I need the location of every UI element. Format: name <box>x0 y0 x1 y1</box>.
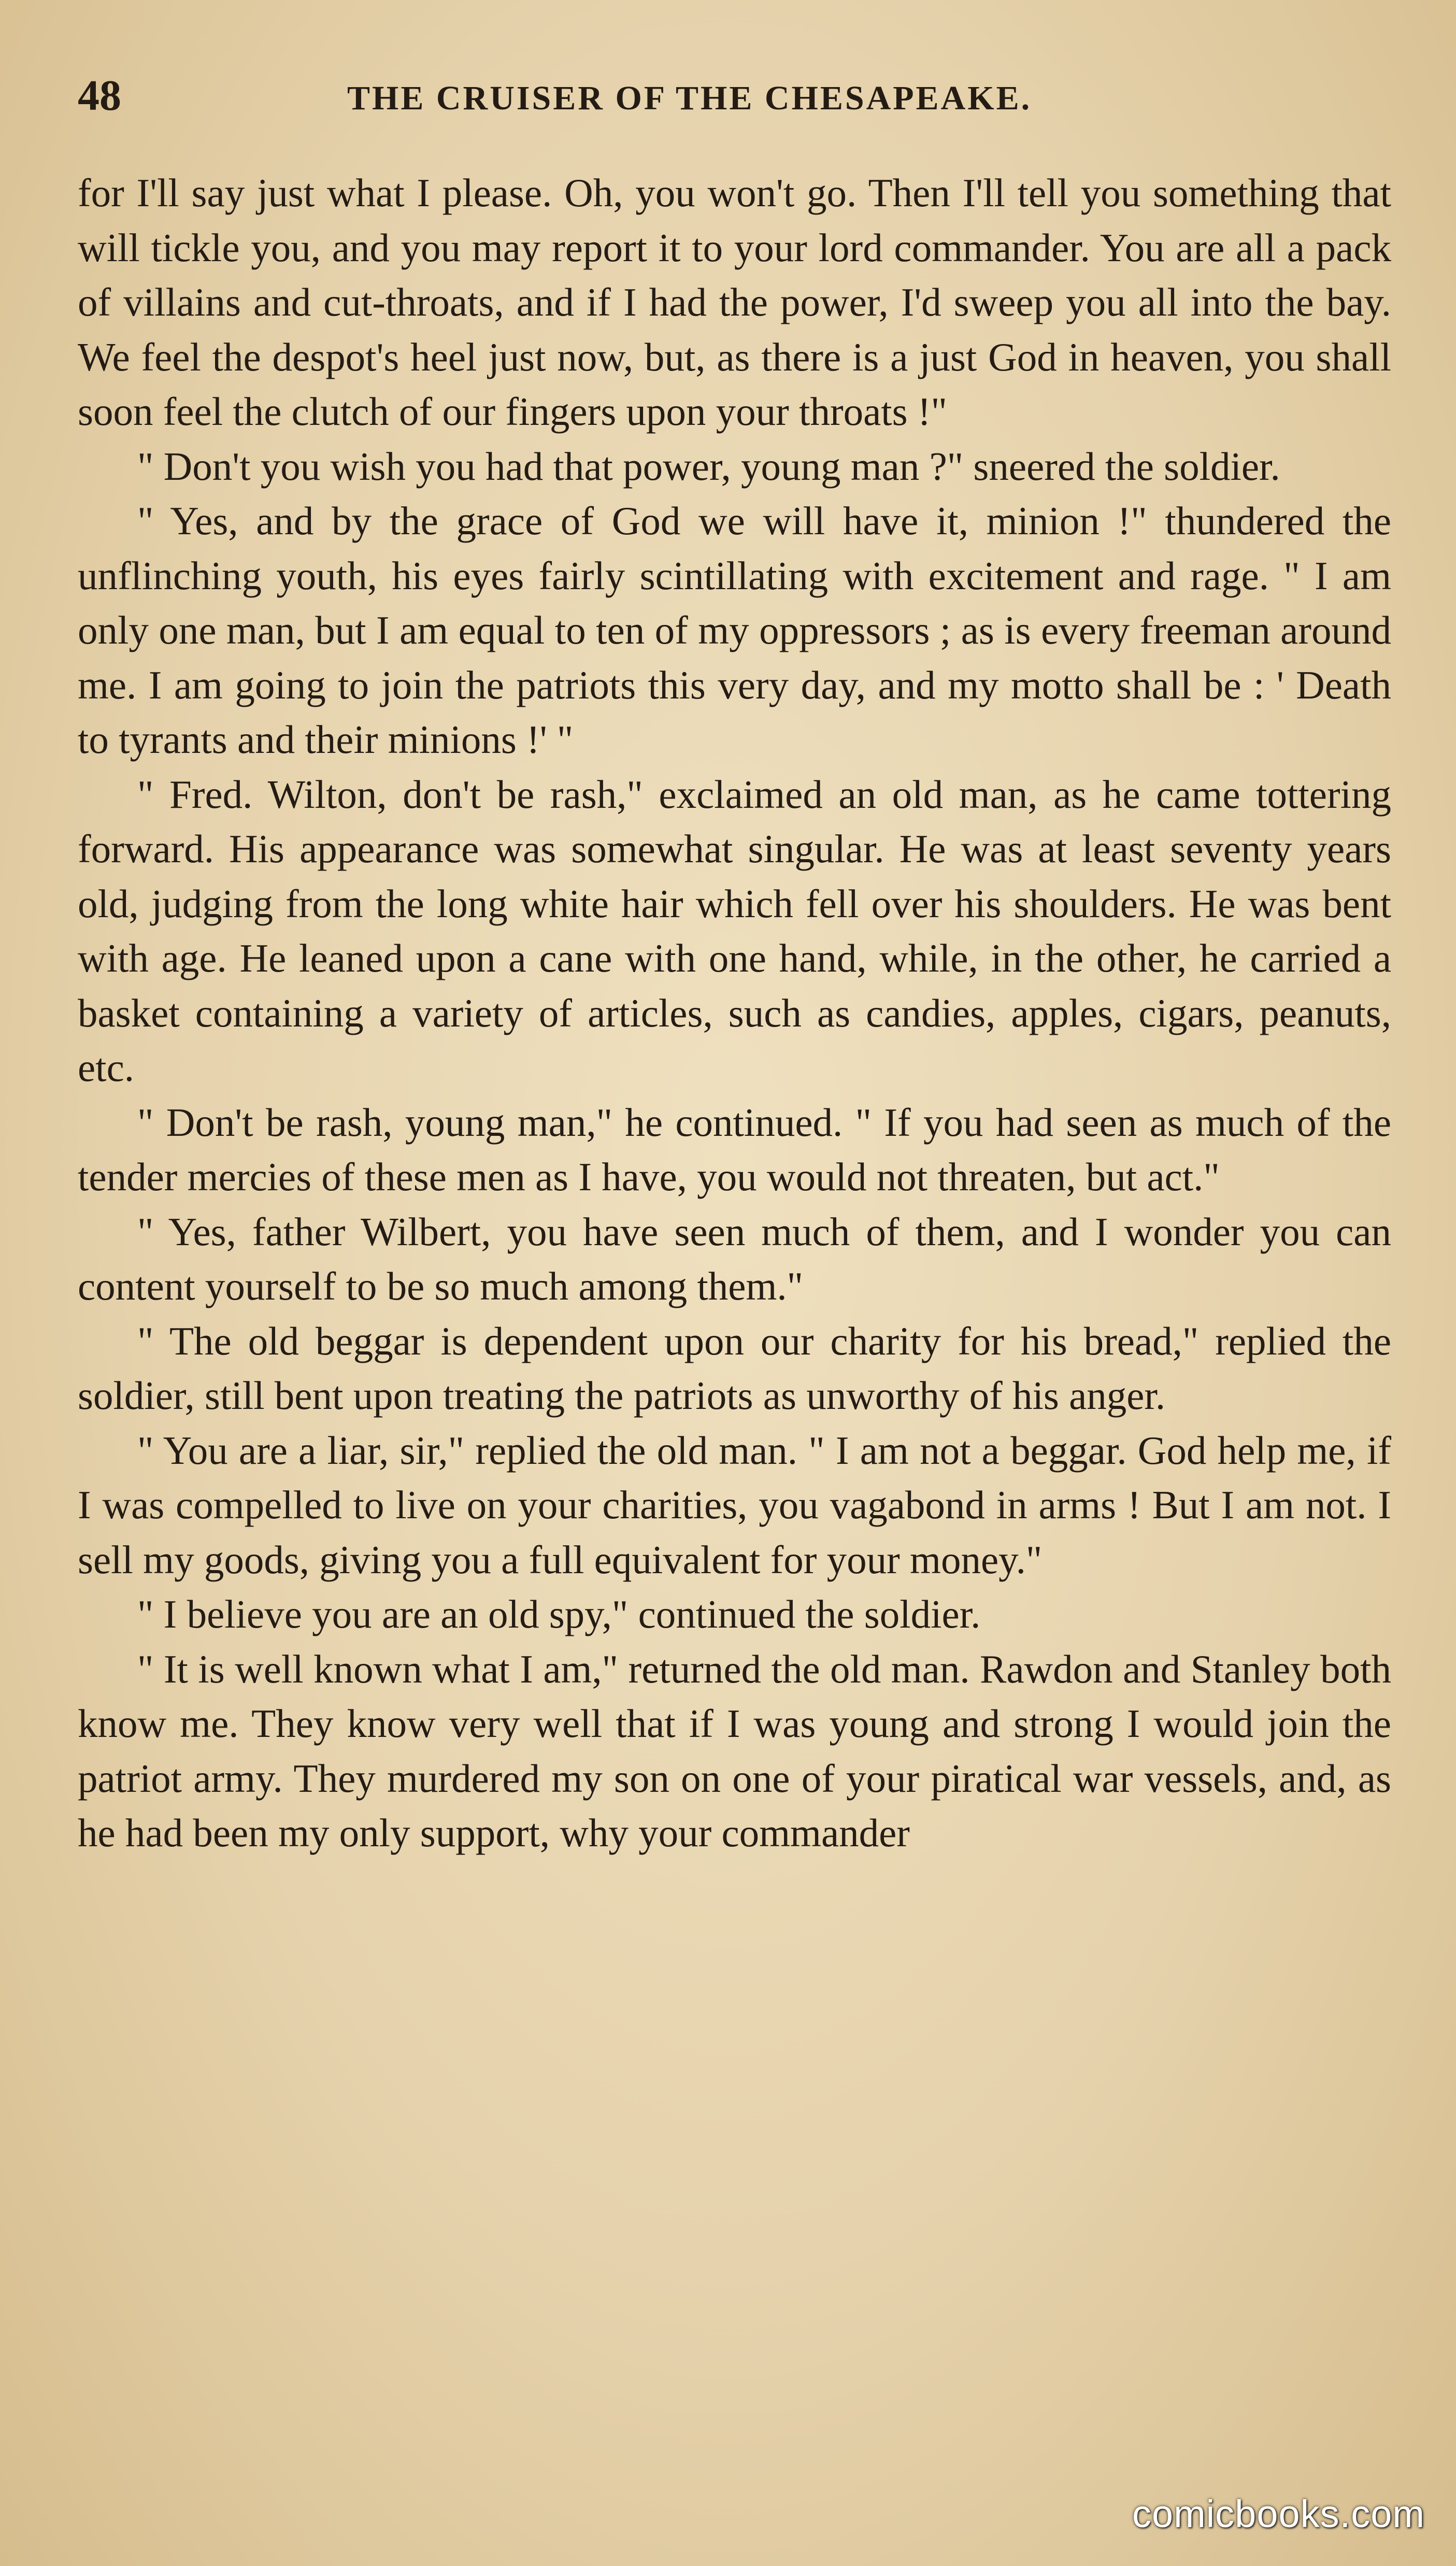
paragraph: " I believe you are an old spy," continued the soldier. <box>137 1592 981 1636</box>
paragraph: " Fred. Wilton, don't be rash," exclaimed an old man, as he came tottering forward. His appearance was somewhat singular. He was at least seventy years old, judging from the long white hair which fell over his shoulders. He was bent with age. He leaned upon a cane with one hand, while, in the other, he carried a basket containing a variety of articles, such as candies, apples, cigars, peanuts, etc. <box>78 772 1391 1090</box>
body-text <box>78 166 1391 1861</box>
running-head <box>78 73 1404 119</box>
paragraph: " Don't you wish you had that power, young man ?" sneered the soldier. <box>137 444 1280 489</box>
paragraph: " Yes, father Wilbert, you have seen much of them, and I wonder you can content yourself to be so much among them." <box>78 1209 1391 1308</box>
paragraph: " Yes, and by the grace of God we will have it, minion !" thundered the unflinching youth, his eyes fairly scintillating with excitement and rage. " I am only one man, but I am equal to ten of my oppressors ; as is every freeman around me. I am going to join the patriots this very day, and my motto shall be : ' Death to tyrants and their minions !' " <box>78 498 1391 762</box>
paragraph: " Don't be rash, young man," he continued. " If you had seen as much of the tender mercies of these men as I have, you would not threaten, but act." <box>78 1100 1391 1199</box>
paragraph: " You are a liar, sir," replied the old man. " I am not a beggar. God help me, if I was compelled to live on your charities, you vagabond in arms ! But I am not. I sell my goods, giving you a full equivalent for your money." <box>78 1428 1391 1582</box>
watermark: comicbooks.com <box>1132 2492 1425 2535</box>
paragraph: for I'll say just what I please. Oh, you won't go. Then I'll tell you something that will tickle you, and you may report it to your lord commander. You are all a pack of villains and cut-throats, and if I had the power, I'd sweep you all into the bay. We feel the despot's heel just now, but, as there is a just God in heaven, you shall soon feel the clutch of our fingers upon your throats !" <box>78 170 1391 434</box>
page-number: 48 <box>78 72 121 120</box>
paragraph: " The old beggar is dependent upon our charity for his bread," replied the soldier, still bent upon treating the patriots as unworthy of his anger. <box>78 1318 1391 1418</box>
paragraph: " It is well known what I am," returned the old man. Rawdon and Stanley both know me. They know very well that if I was young and strong I would join the patriot army. They murdered my son on one of your piratical war vessels, and, as he had been my only support, why your commander <box>78 1646 1391 1855</box>
running-title: THE CRUISER OF THE CHESAPEAKE. <box>347 79 1032 117</box>
